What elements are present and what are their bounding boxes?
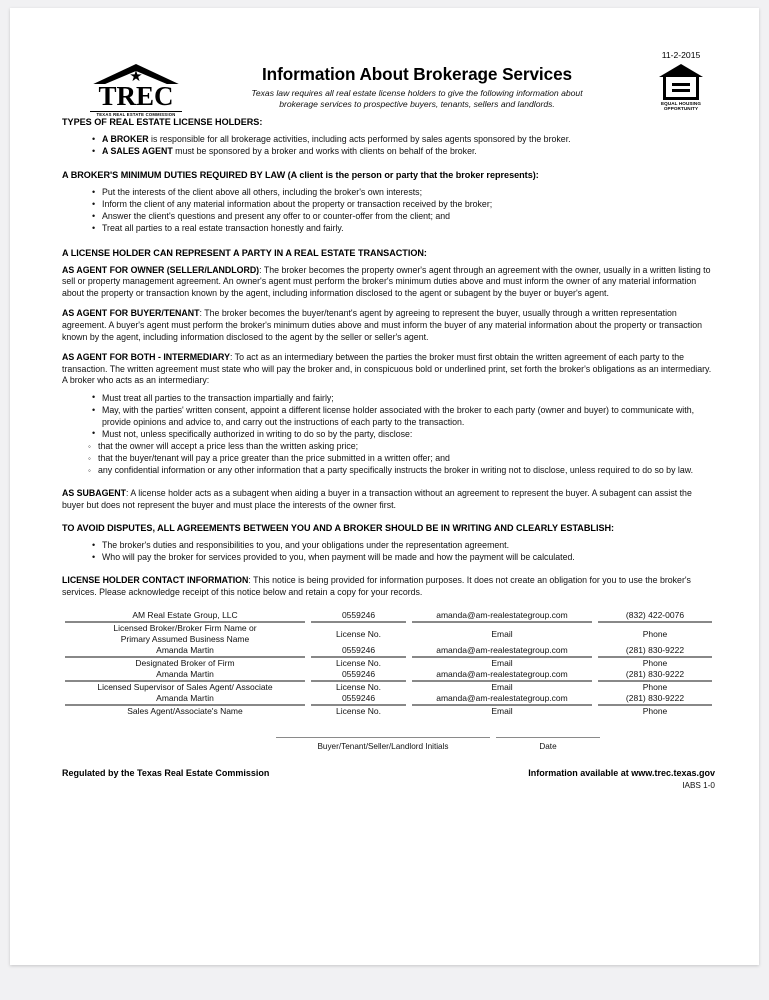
document-footer bbox=[62, 767, 715, 795]
trec-wordmark: TREC bbox=[98, 81, 174, 111]
initials-field[interactable] bbox=[273, 737, 493, 752]
sales-agent-phone-value[interactable]: (281) 830-9222 bbox=[625, 693, 685, 704]
paragraph-agent-for-buyer bbox=[62, 308, 715, 343]
list-types-of-license-holders bbox=[62, 134, 715, 158]
list-item: • Who will pay the broker for services provided to you, when payment will be made and how the payment will be calculated. bbox=[92, 552, 715, 564]
designated-broker-name-value[interactable]: Amanda Martin bbox=[156, 645, 214, 656]
heading-minimum-duties: A BROKER'S MINIMUM DUTIES REQUIRED BY LAW (A client is the person or party that the broker represents): bbox=[62, 170, 539, 181]
footer-form-number: IABS 1-0 bbox=[682, 781, 715, 791]
table-row bbox=[62, 610, 715, 621]
broker-firm-license-value[interactable]: 0559246 bbox=[341, 610, 376, 621]
supervisor-phone-value[interactable]: (281) 830-9222 bbox=[625, 669, 685, 680]
paragraph-agent-for-both bbox=[62, 352, 715, 387]
list-item: • Answer the client's questions and present any offer to or counter-offer from the client; and bbox=[92, 211, 715, 223]
agent-for-buyer-term: AS AGENT FOR BUYER/TENANT bbox=[62, 308, 200, 319]
list-item: ◦ that the owner will accept a price less than the written asking price; bbox=[88, 441, 715, 453]
license-column-label: License No. bbox=[336, 706, 381, 717]
footer-website: Information available at www.trec.texas.gov bbox=[528, 768, 715, 779]
agent-for-both-term: AS AGENT FOR BOTH - INTERMEDIARY bbox=[62, 352, 230, 363]
list-item-term: A BROKER bbox=[102, 134, 149, 144]
broker-firm-name-value[interactable]: AM Real Estate Group, LLC bbox=[132, 610, 238, 621]
designated-broker-email-value[interactable]: amanda@am-realestategroup.com bbox=[436, 645, 568, 656]
sales-agent-name-value[interactable]: Amanda Martin bbox=[156, 693, 214, 704]
sales-agent-label: Sales Agent/Associate's Name bbox=[127, 706, 243, 717]
footer-regulated-by: Regulated by the Texas Real Estate Commission bbox=[62, 768, 270, 779]
license-holder-contact-table bbox=[62, 610, 715, 717]
contact-information-text: : This notice is being provided for information purposes. It does not create an obligation for you to use the broker's services. Please acknowledge receipt of this notice below and retain a copy for your records. bbox=[62, 575, 691, 597]
list-item-text: must be sponsored by a broker and works with clients on behalf of the broker. bbox=[172, 146, 477, 157]
initials-line bbox=[276, 737, 490, 738]
trec-logo bbox=[89, 58, 183, 118]
phone-column-label: Phone bbox=[642, 706, 668, 717]
email-column-label: Email bbox=[491, 628, 513, 639]
table-row bbox=[62, 623, 715, 645]
list-item: • May, with the parties' written consent, appoint a different license holder associated with the broker to each party (owner and buyer) to communicate with, provide opinions and advice to, and carry out the instructions of each party to the transaction. bbox=[92, 405, 715, 428]
list-item-term: A SALES AGENT bbox=[102, 146, 173, 157]
revision-date: 11-2-2015 bbox=[661, 50, 701, 60]
broker-firm-email-value[interactable]: amanda@am-realestategroup.com bbox=[436, 610, 568, 621]
document-subtitle-line2: brokerage services to prospective buyers, tenants, sellers and landlords. bbox=[279, 99, 555, 110]
equal-housing-opportunity-icon bbox=[659, 64, 703, 112]
document-content bbox=[62, 50, 715, 795]
supervisor-label: Licensed Supervisor of Sales Agent/ Associate bbox=[97, 682, 273, 693]
broker-firm-name-label-line1: Licensed Broker/Broker Firm Name or bbox=[113, 623, 257, 634]
phone-column-label: Phone bbox=[642, 682, 668, 693]
list-intermediary-disclosures bbox=[62, 441, 715, 477]
license-column-label: License No. bbox=[336, 628, 381, 639]
designated-broker-phone-value[interactable]: (281) 830-9222 bbox=[625, 645, 685, 656]
footer-info bbox=[528, 767, 715, 791]
table-row bbox=[62, 682, 715, 693]
date-line bbox=[496, 737, 600, 738]
paragraph-license-holder-contact-information bbox=[62, 575, 715, 598]
list-item: • Put the interests of the client above all others, including the broker's own interests; bbox=[92, 187, 715, 199]
broker-firm-name-label-line2: Primary Assumed Business Name bbox=[120, 634, 250, 645]
signature-area bbox=[62, 737, 715, 752]
eho-label-line1: EQUAL HOUSING bbox=[660, 101, 701, 106]
document-page bbox=[10, 8, 759, 965]
document-header bbox=[62, 50, 715, 116]
list-item: • Treat all parties to a real estate transaction honestly and fairly. bbox=[92, 223, 715, 235]
supervisor-email-value[interactable]: amanda@am-realestategroup.com bbox=[436, 669, 568, 680]
agent-for-buyer-text: : The broker becomes the buyer/tenant's agent by agreeing to represent the buyer, usually through a written representation agreement. A buyer's agent must perform the broker's minimum duties above and must inform the buyer of any material information about the property or transaction known by the agent, including information disclosed to the agent by the seller or seller's agent. bbox=[62, 308, 702, 342]
supervisor-name-value[interactable]: Amanda Martin bbox=[156, 669, 214, 680]
email-column-label: Email bbox=[491, 706, 513, 717]
eho-label-line2: OPPORTUNITY bbox=[663, 106, 699, 112]
table-row bbox=[62, 645, 715, 656]
trec-roof-icon bbox=[89, 58, 183, 84]
heading-types-of-license-holders: TYPES OF REAL ESTATE LICENSE HOLDERS: bbox=[62, 117, 263, 127]
list-item: • Inform the client of any material information about the property or transaction received by the broker; bbox=[92, 199, 715, 211]
heading-represent-a-party: A LICENSE HOLDER CAN REPRESENT A PARTY IN A REAL ESTATE TRANSACTION: bbox=[62, 247, 427, 258]
subagent-text: : A license holder acts as a subagent when aiding a buyer in a transaction without an agreement to represent the buyer. A subagent can assist the buyer but does not represent the buyer and must place the interests of the owner first. bbox=[62, 488, 692, 510]
date-field[interactable] bbox=[493, 737, 603, 752]
document-subtitle bbox=[202, 88, 632, 110]
eho-label bbox=[659, 101, 703, 112]
agent-for-owner-term: AS AGENT FOR OWNER (SELLER/LANDLORD) bbox=[62, 264, 260, 275]
license-column-label: License No. bbox=[336, 682, 381, 693]
list-avoid-disputes bbox=[62, 540, 715, 564]
paragraph-subagent bbox=[62, 488, 715, 511]
list-item: • The broker's duties and responsibilities to you, and your obligations under the representation agreement. bbox=[92, 540, 715, 552]
trec-logo-subtitle: TEXAS REAL ESTATE COMMISSION bbox=[96, 112, 176, 117]
contact-information-term: LICENSE HOLDER CONTACT INFORMATION bbox=[62, 575, 249, 586]
list-item: • Must treat all parties to the transaction impartially and fairly; bbox=[92, 393, 715, 405]
designated-broker-label: Designated Broker of Firm bbox=[135, 658, 235, 669]
title-block bbox=[202, 64, 632, 110]
list-item bbox=[92, 146, 715, 158]
license-column-label: License No. bbox=[336, 658, 381, 669]
subagent-term: AS SUBAGENT bbox=[62, 488, 127, 499]
phone-column-label: Phone bbox=[642, 658, 668, 669]
sales-agent-email-value[interactable]: amanda@am-realestategroup.com bbox=[436, 693, 568, 704]
table-row bbox=[62, 693, 715, 704]
email-column-label: Email bbox=[491, 682, 513, 693]
list-item-text: is responsible for all brokerage activities, including acts performed by sales agents sponsored by the broker. bbox=[148, 134, 571, 144]
document-subtitle-line1: Texas law requires all real estate license holders to give the following information about bbox=[251, 88, 583, 98]
sales-agent-license-value[interactable]: 0559246 bbox=[341, 693, 376, 704]
list-minimum-duties bbox=[62, 187, 715, 235]
supervisor-license-value[interactable]: 0559246 bbox=[341, 669, 376, 680]
agent-for-both-text: : To act as an intermediary between the parties the broker must first obtain the written agreement of each party to the transaction. The written agreement must state who will pay the broker and, in conspicuous bold or underlined print, set forth the broker's obligations as an intermediary. A broker who acts as an intermediary: bbox=[62, 352, 712, 386]
phone-column-label: Phone bbox=[642, 628, 668, 639]
initials-label: Buyer/Tenant/Seller/Landlord Initials bbox=[317, 742, 449, 752]
heading-avoid-disputes bbox=[62, 522, 715, 534]
list-item: ◦ any confidential information or any other information that a party specifically instructs the broker in writing not to disclose, unless required to do so by law. bbox=[88, 465, 715, 477]
table-row bbox=[62, 669, 715, 680]
equal-housing-block bbox=[642, 50, 720, 112]
list-item: ◦ that the buyer/tenant will pay a price greater than the price submitted in a written offer; and bbox=[88, 453, 715, 465]
designated-broker-license-value[interactable]: 0559246 bbox=[341, 645, 376, 656]
heading-avoid-disputes-line2: ESTABLISH: bbox=[560, 523, 615, 534]
agent-for-owner-text: : The broker becomes the property owner's agent through an agreement with the owner, usually in a written listing to sell or property management agreement. An owner's agent must perform the broker's minimum duties above and must inform the owner of any material information about the property or transaction known by the agent, including information disclosed to the agent or subagent by the buyer or buyer's agent. bbox=[62, 264, 711, 298]
broker-firm-name-label bbox=[62, 623, 308, 645]
list-item bbox=[92, 134, 715, 146]
list-item: • Must not, unless specifically authorized in writing to do so by the party, disclose: bbox=[92, 429, 715, 441]
page-title: Information About Brokerage Services bbox=[262, 64, 572, 84]
table-row bbox=[62, 706, 715, 717]
email-column-label: Email bbox=[491, 658, 513, 669]
date-label: Date bbox=[539, 742, 557, 752]
star-icon: ★ bbox=[129, 68, 143, 84]
broker-firm-phone-value[interactable]: (832) 422-0076 bbox=[625, 610, 685, 621]
paragraph-agent-for-owner bbox=[62, 265, 715, 300]
list-intermediary-duties bbox=[62, 393, 715, 440]
heading-avoid-disputes-line1: TO AVOID DISPUTES, ALL AGREEMENTS BETWEEN YOU AND A BROKER SHOULD BE IN WRITING AND CLEARLY bbox=[62, 523, 558, 534]
table-row bbox=[62, 658, 715, 669]
